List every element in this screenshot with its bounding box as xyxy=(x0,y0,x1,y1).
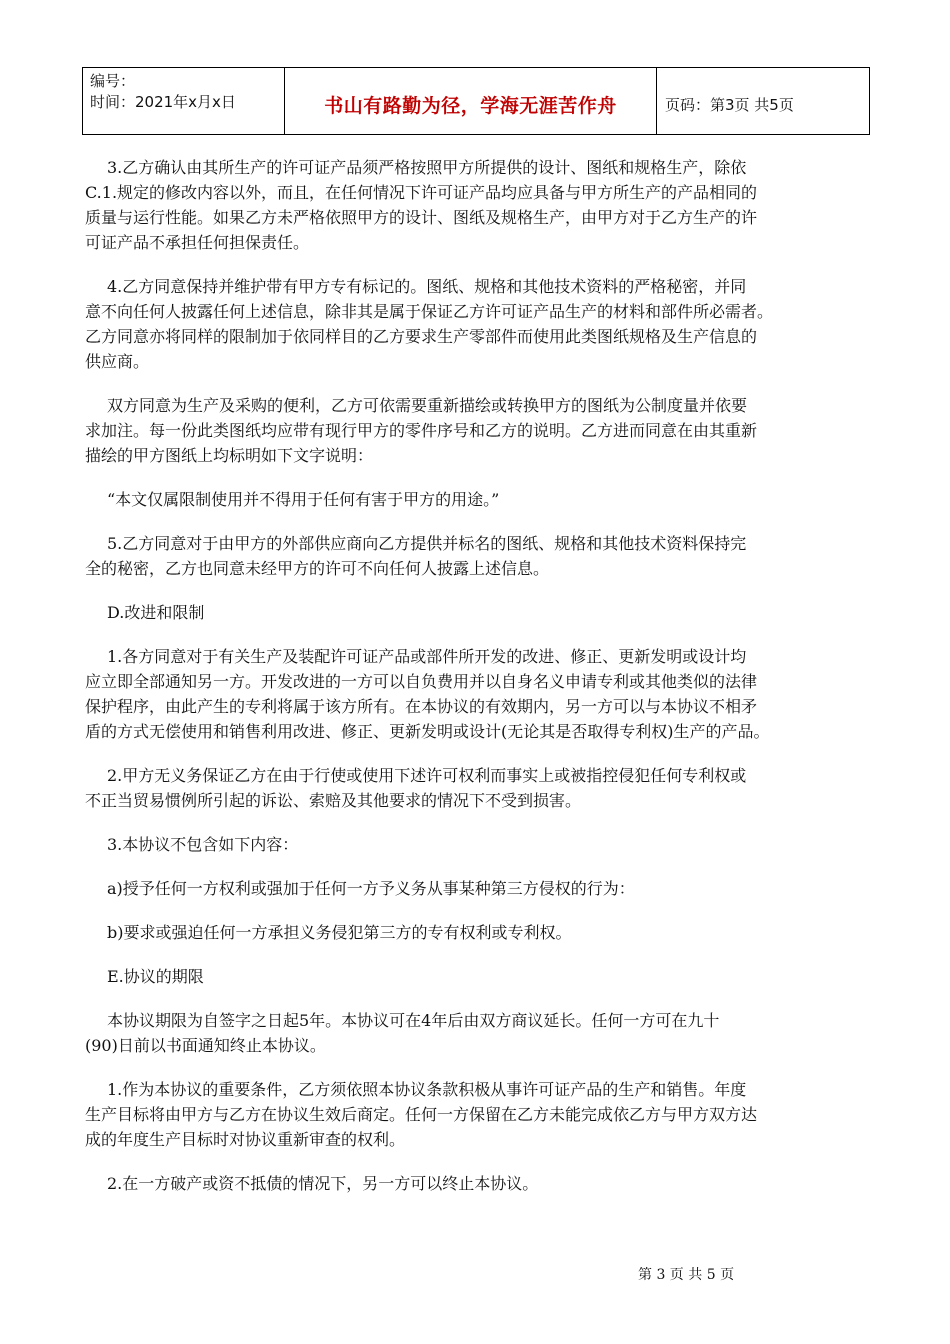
header-meta xyxy=(83,68,285,134)
document-number-label: 编号： xyxy=(90,72,136,90)
section-heading-d: D.改进和限制 xyxy=(107,603,205,622)
paragraph-e1: 1.作为本协议的重要条件，乙方须依照本协议条款积极从事许可证产品的生产和销售。年度 生产目标将由甲方与乙方在协议生效后商定。任何一方保留在乙方未能完成依乙方与甲方双方达 成的年度生产目标时对协议重新审查的权利。 xyxy=(85,1080,758,1149)
page-footer: 第 3 页 共 5 页 xyxy=(638,1267,735,1283)
paragraph-e2: 2.在一方破产或资不抵债的情况下，另一方可以终止本协议。 xyxy=(107,1174,539,1193)
paragraph-e-term: 本协议期限为自签字之日起5年。本协议可在4年后由双方商议延长。任何一方可在九十 (90)日前以书面通知终止本协议。 xyxy=(85,1011,720,1055)
paragraph-d3: 3.本协议不包含如下内容： xyxy=(107,835,299,854)
paragraph-notice-quote: “本文仅属限制使用并不得用于任何有害于甲方的用途。” xyxy=(107,490,500,509)
paragraph-c4: 4.乙方同意保持并维护带有甲方专有标记的。图纸、规格和其他技术资料的严格秘密，并同 意不向任何人披露任何上述信息，除非其是属于保证乙方许可证产品生产的材料和部件所必需者。 乙方同意亦将同样的限制加于依同样目的乙方要求生产零部件而使用此类图纸规格及生产信息的 供应商。 xyxy=(85,277,774,371)
page-header xyxy=(82,67,870,135)
paragraph-d2: 2.甲方无义务保证乙方在由于行使或使用下述许可权利而事实上或被指控侵犯任何专利权或 不正当贸易惯例所引起的诉讼、索赔及其他要求的情况下不受到损害。 xyxy=(85,766,747,810)
paragraph-c3: 3.乙方确认由其所生产的许可证产品须严格按照甲方所提供的设计、图纸和规格生产，除依 C.1.规定的修改内容以外，而且，在任何情况下许可证产品均应具备与甲方所生产的产品相同的 质量与运行性能。如果乙方未严格依照甲方的设计、图纸及规格生产，由甲方对于乙方生产的许 可证产品不承担任何担保责任。 xyxy=(85,158,758,252)
paragraph-d3b: b)要求或强迫任何一方承担义务侵犯第三方的专有权利或专利权。 xyxy=(107,923,572,942)
section-heading-e: E.协议的期限 xyxy=(107,967,204,986)
paragraph-c5: 5.乙方同意对于由甲方的外部供应商向乙方提供并标名的图纸、规格和其他技术资料保持完 全的秘密，乙方也同意未经甲方的许可不向任何人披露上述信息。 xyxy=(85,534,747,578)
paragraph-d1: 1.各方同意对于有关生产及装配许可证产品或部件所开发的改进、修正、更新发明或设计均 应立即全部通知另一方。开发改进的一方可以自负费用并以自身名义申请专利或其他类似的法律 保护程序，由此产生的专利将属于该方所有。在本协议的有效期内，另一方可以与本协议不相矛 盾的方式无偿使用和销售利用改进、修正、更新发明或设计(无论其是否取得专利权)生产的产品。 xyxy=(85,647,770,741)
header-page-number: 页码：第3页 共5页 xyxy=(665,95,794,114)
paragraph-d3a: a)授予任何一方权利或强加于任何一方予义务从事某种第三方侵权的行为： xyxy=(107,879,635,898)
document-body xyxy=(85,155,875,1215)
header-motto-cell xyxy=(285,68,657,134)
header-page-cell xyxy=(657,68,869,134)
paragraph-drawings: 双方同意为生产及采购的便利，乙方可依需要重新描绘或转换甲方的图纸为公制度量并依要 求加注。每一份此类图纸均应带有现行甲方的零件序号和乙方的说明。乙方进而同意在由其重新 描绘的甲方图纸上均标明如下文字说明： xyxy=(85,396,758,465)
header-motto: 书山有路勤为径，学海无涯苦作舟 xyxy=(324,94,617,117)
document-date-label: 时间：2021年x月x日 xyxy=(90,93,236,111)
